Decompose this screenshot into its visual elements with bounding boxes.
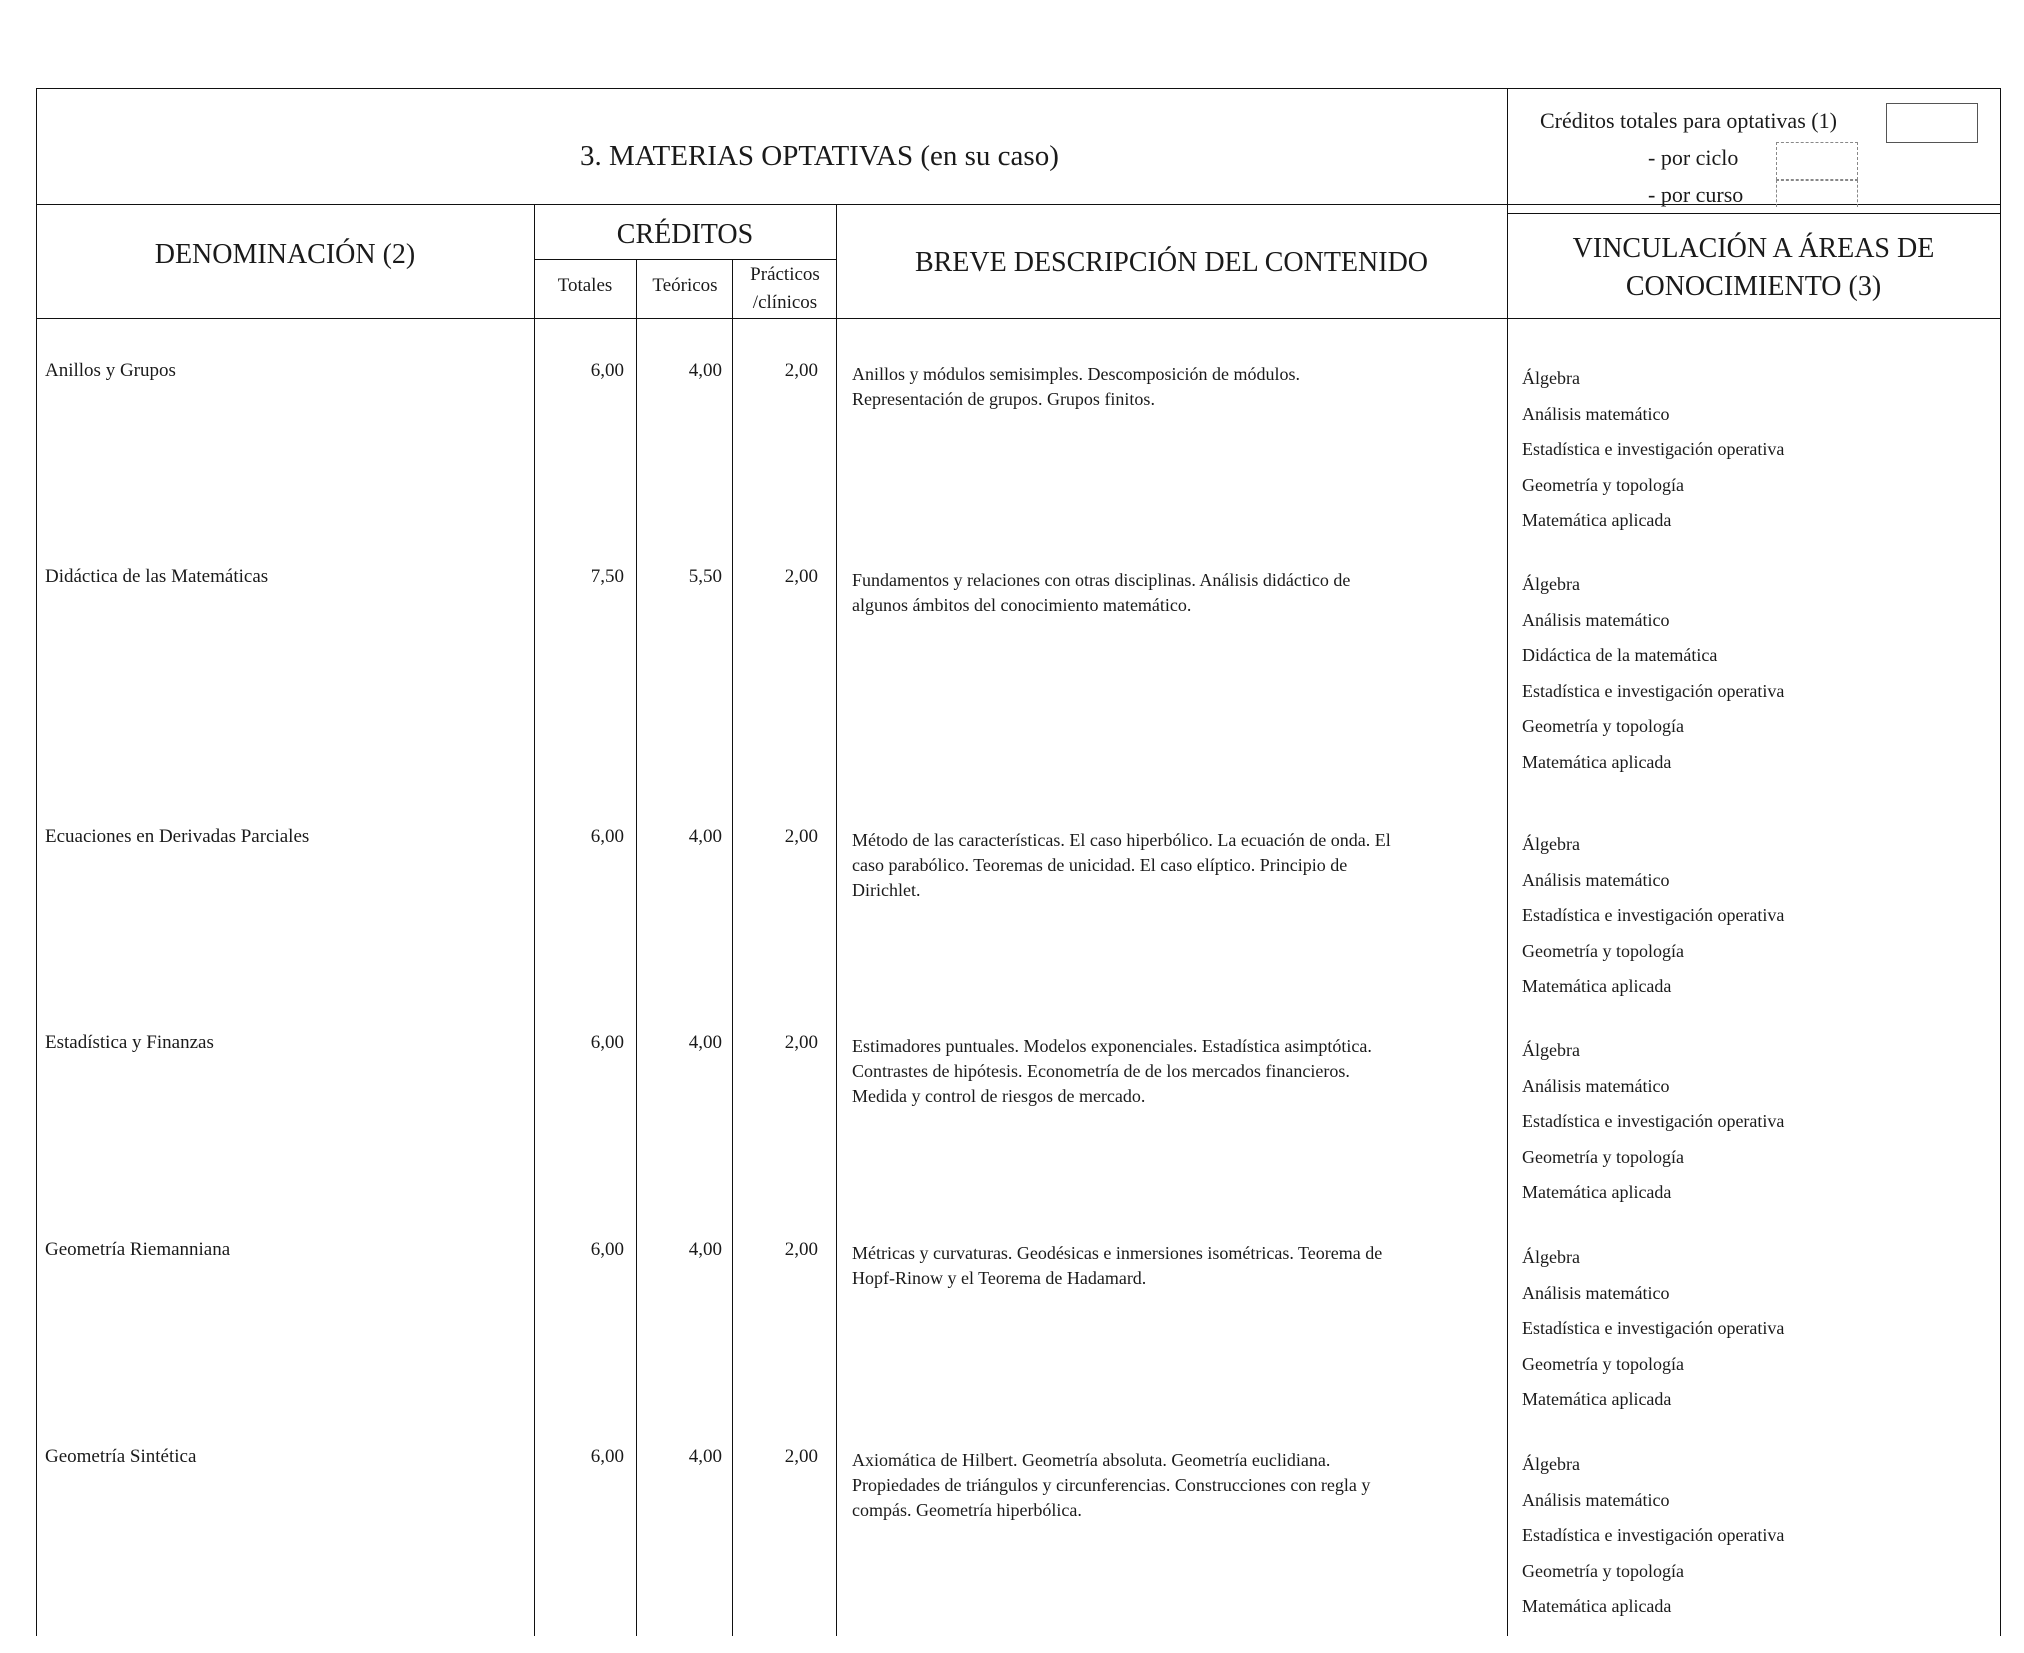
table-right-border xyxy=(2000,88,2001,1636)
area-item: Estadística e investigación operativa xyxy=(1522,905,1785,926)
description-line: algunos ámbitos del conocimiento matemático. xyxy=(852,595,1192,615)
description-line: Estimadores puntuales. Modelos exponenciales. Estadística asimptótica. xyxy=(852,1036,1372,1056)
col-header-practicos xyxy=(734,261,836,317)
per-course-box xyxy=(1776,180,1858,207)
per-cycle-box xyxy=(1776,142,1858,180)
col-header-name: DENOMINACIÓN (2) xyxy=(154,239,416,270)
area-item: Matemática aplicada xyxy=(1522,1596,1672,1617)
area-item: Geometría y topología xyxy=(1522,1146,1684,1167)
page-title: 3. MATERIAS OPTATIVAS (en su caso) xyxy=(580,140,1059,172)
col-header-description: BREVE DESCRIPCIÓN DEL CONTENIDO xyxy=(914,247,1429,278)
row-practicos: 2,00 xyxy=(784,360,818,381)
table-left-border xyxy=(36,88,37,318)
area-item: Análisis matemático xyxy=(1522,403,1670,424)
area-item: Matemática aplicada xyxy=(1522,1389,1672,1410)
area-item: Álgebra xyxy=(1522,368,1580,388)
area-item: Estadística e investigación operativa xyxy=(1522,680,1785,701)
row-teoricos: 4,00 xyxy=(688,360,722,381)
col-header-practicos-line2: /clínicos xyxy=(752,292,818,313)
row-totales: 6,00 xyxy=(590,360,624,381)
description-line: Método de las características. El caso hiperbólico. La ecuación de onda. El xyxy=(852,830,1391,850)
optional-credits-label: Créditos totales para optativas (1) xyxy=(1540,108,1837,133)
area-item: Geometría y topología xyxy=(1522,474,1684,495)
area-item: Estadística e investigación operativa xyxy=(1522,1111,1785,1132)
row-totales: 6,00 xyxy=(590,1032,624,1053)
col-header-credits: CRÉDITOS xyxy=(616,219,754,250)
row-areas xyxy=(1522,1454,1784,1632)
row-areas xyxy=(1522,1040,1784,1218)
area-item: Análisis matemático xyxy=(1522,1489,1670,1510)
area-item: Geometría y topología xyxy=(1522,1560,1684,1581)
row-totales: 7,50 xyxy=(590,566,624,587)
teoricos-col-border xyxy=(732,259,733,1636)
description-line: Hopf-Rinow y el Teorema de Hadamard. xyxy=(852,1268,1147,1288)
area-item: Matemática aplicada xyxy=(1522,1182,1672,1203)
area-item: Estadística e investigación operativa xyxy=(1522,439,1785,460)
row-description xyxy=(852,568,1492,618)
row-practicos: 2,00 xyxy=(784,1032,818,1053)
row-areas xyxy=(1522,574,1784,788)
description-line: Propiedades de triángulos y circunferencias. Construcciones con regla y xyxy=(852,1475,1371,1495)
description-line: Anillos y módulos semisimples. Descomposición de módulos. xyxy=(852,364,1300,384)
credits-col-border xyxy=(836,204,837,1636)
column-header-border xyxy=(36,318,2000,319)
row-teoricos: 4,00 xyxy=(688,826,722,847)
area-item: Álgebra xyxy=(1522,1040,1580,1060)
totals-box-border xyxy=(1507,88,1508,1636)
area-item: Álgebra xyxy=(1522,1454,1580,1474)
row-totales: 6,00 xyxy=(590,1239,624,1260)
credits-subheader-border xyxy=(534,259,836,260)
description-line: Medida y control de riesgos de mercado. xyxy=(852,1086,1146,1106)
row-areas xyxy=(1522,1247,1784,1425)
description-line: Axiomática de Hilbert. Geometría absoluta. Geometría euclidiana. xyxy=(852,1450,1331,1470)
col-header-areas-line2: CONOCIMIENTO (3) xyxy=(1625,271,1882,302)
table-left-border-body xyxy=(36,318,37,1636)
name-col-border xyxy=(534,204,535,1636)
col-header-totales: Totales xyxy=(557,275,613,296)
row-name: Ecuaciones en Derivadas Parciales xyxy=(45,826,310,847)
row-practicos: 2,00 xyxy=(784,1239,818,1260)
description-line: caso parabólico. Teoremas de unicidad. El caso elíptico. Principio de xyxy=(852,855,1348,875)
row-areas xyxy=(1522,368,1784,546)
area-item: Álgebra xyxy=(1522,834,1580,854)
optional-credits-box xyxy=(1886,103,1978,143)
description-line: Contrastes de hipótesis. Econometría de de los mercados financieros. xyxy=(852,1061,1350,1081)
area-item: Estadística e investigación operativa xyxy=(1522,1525,1785,1546)
col-header-practicos-line1: Prácticos xyxy=(750,264,820,285)
area-item: Matemática aplicada xyxy=(1522,751,1672,772)
row-description xyxy=(852,1241,1492,1291)
row-name: Anillos y Grupos xyxy=(45,360,176,381)
row-teoricos: 4,00 xyxy=(688,1446,722,1467)
row-teoricos: 4,00 xyxy=(688,1239,722,1260)
area-item: Análisis matemático xyxy=(1522,1282,1670,1303)
row-totales: 6,00 xyxy=(590,1446,624,1467)
area-item: Geometría y topología xyxy=(1522,1353,1684,1374)
row-teoricos: 4,00 xyxy=(688,1032,722,1053)
col-header-areas-line1: VINCULACIÓN A ÁREAS DE xyxy=(1572,233,1935,264)
row-description xyxy=(852,1448,1492,1523)
area-item: Análisis matemático xyxy=(1522,609,1670,630)
area-item: Didáctica de la matemática xyxy=(1522,645,1718,666)
area-item: Álgebra xyxy=(1522,574,1580,594)
col-header-teoricos: Teóricos xyxy=(652,275,718,296)
row-name: Didáctica de las Matemáticas xyxy=(45,566,269,587)
row-name: Geometría Riemanniana xyxy=(45,1239,231,1260)
description-line: Dirichlet. xyxy=(852,880,921,900)
row-description xyxy=(852,828,1492,903)
description-line: compás. Geometría hiperbólica. xyxy=(852,1500,1082,1520)
area-item: Análisis matemático xyxy=(1522,869,1670,890)
row-description xyxy=(852,362,1492,412)
per-cycle-label: - por ciclo xyxy=(1648,145,1739,170)
per-course-label: - por curso xyxy=(1648,182,1744,207)
description-line: Métricas y curvaturas. Geodésicas e inmersiones isométricas. Teorema de xyxy=(852,1243,1383,1263)
area-item: Álgebra xyxy=(1522,1247,1580,1267)
row-totales: 6,00 xyxy=(590,826,624,847)
area-item: Geometría y topología xyxy=(1522,940,1684,961)
area-item: Matemática aplicada xyxy=(1522,976,1672,997)
area-item: Estadística e investigación operativa xyxy=(1522,1318,1785,1339)
table-top-border xyxy=(36,88,2000,89)
row-name: Estadística y Finanzas xyxy=(45,1032,214,1053)
row-teoricos: 5,50 xyxy=(688,566,722,587)
col-header-areas xyxy=(1507,230,2000,306)
row-description xyxy=(852,1034,1492,1109)
area-item: Geometría y topología xyxy=(1522,716,1684,737)
totals-box-bottom xyxy=(1507,213,2000,214)
row-name: Geometría Sintética xyxy=(45,1446,197,1467)
row-practicos: 2,00 xyxy=(784,1446,818,1467)
totales-col-border xyxy=(636,259,637,1636)
row-practicos: 2,00 xyxy=(784,566,818,587)
area-item: Análisis matemático xyxy=(1522,1075,1670,1096)
description-line: Fundamentos y relaciones con otras disciplinas. Análisis didáctico de xyxy=(852,570,1351,590)
area-item: Matemática aplicada xyxy=(1522,510,1672,531)
row-practicos: 2,00 xyxy=(784,826,818,847)
description-line: Representación de grupos. Grupos finitos. xyxy=(852,389,1155,409)
row-areas xyxy=(1522,834,1784,1012)
